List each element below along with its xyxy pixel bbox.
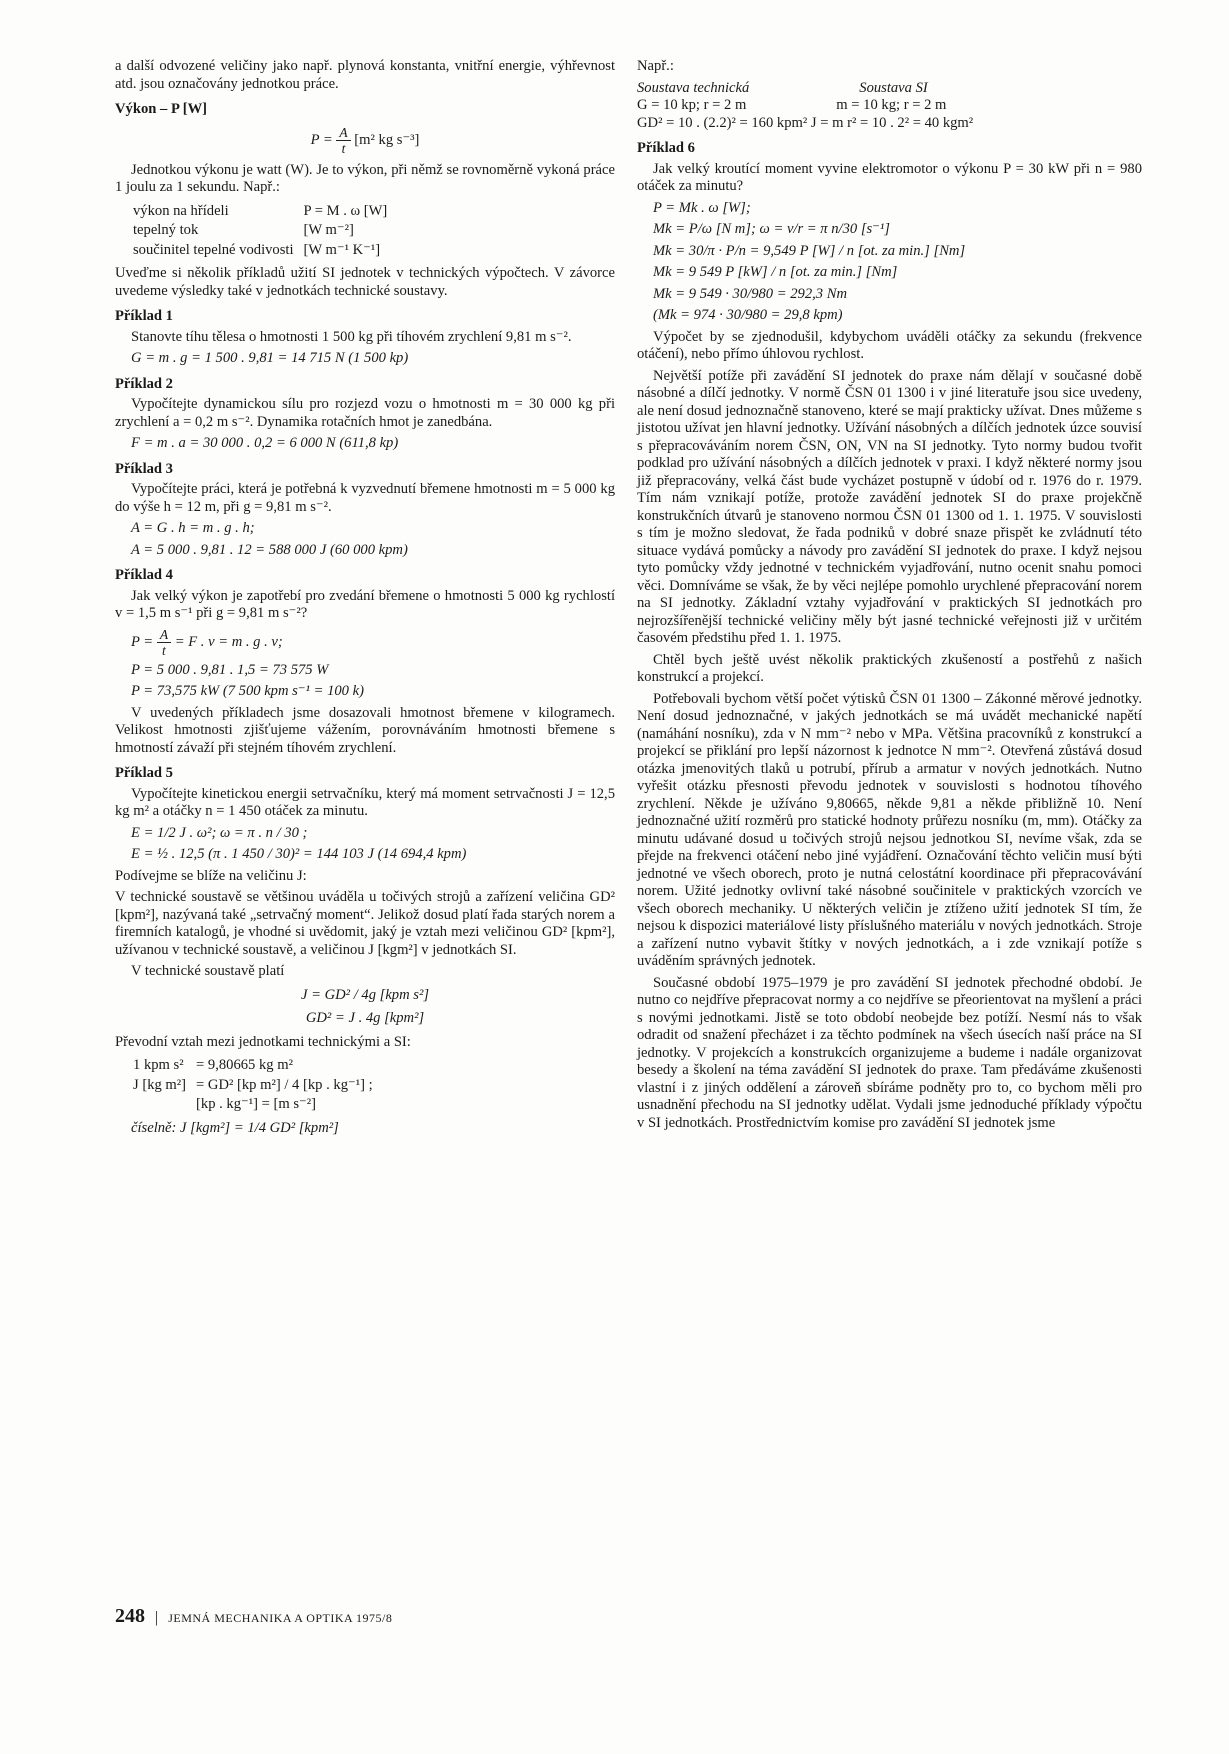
equation: GD² = J . 4g [kpm²]	[305, 1010, 425, 1026]
equation: A = G . h = m . g . h;	[131, 520, 255, 536]
paragraph: Podívejme se blíže na veličinu J:	[115, 867, 307, 884]
equation: F = m . a = 30 000 . 0,2 = 6 000 N (611,8 kp)	[131, 435, 399, 451]
paragraph: Vypočítejte kinetickou energii setrvačníku, který má moment setrvačnosti J = 12,5 kg m² a otáčky n = 1 450 otáček za minutu.	[115, 785, 615, 819]
right-column	[637, 58, 1142, 1136]
paragraph: Jak velký výkon je zapotřebí pro zvedání břemene o hmotnosti 5 000 kg rychlostí v = 1,5 m s⁻¹ při g = 9,81 m s⁻²?	[115, 587, 615, 621]
paragraph: Převodní vztah mezi jednotkami technickými a SI:	[115, 1033, 411, 1050]
paragraph: Jak velký kroutící moment vyvine elektromotor o výkonu P = 30 kW při n = 980 otáček za minutu?	[637, 160, 1142, 194]
paragraph: a další odvozené veličiny jako např. plynová konstanta, vnitřní energie, výhřevnost atd. jsou označovány jednotkou práce.	[115, 58, 615, 92]
example-heading: Příklad 2	[115, 375, 173, 392]
conversion-table: 1 kpm s² = 9,80665 kg m² J [kg m²] = GD² [kp m²] / 4 [kp . kg⁻¹] ; [kp . kg⁻¹] = [m s⁻²]	[133, 1057, 373, 1112]
equation: Mk = 9 549 P [kW] / n [ot. za min.] [Nm]	[653, 264, 898, 280]
equation: P = 5 000 . 9,81 . 1,5 = 73 575 W	[131, 661, 329, 678]
paragraph: V technické soustavě platí	[131, 963, 285, 979]
example-heading: Příklad 5	[115, 765, 173, 781]
paragraph: Vypočítejte práci, která je potřebná k vyzvednutí břemene hmotnosti m = 5 000 kg do výše h = 12 m, při g = 9,81 m s⁻².	[115, 481, 615, 515]
section-heading: Výkon – P [W]	[115, 101, 208, 117]
equation: GD² = 10 . (2.2)² = 160 kpm² J = m r² = 10 . 2² = 40 kgm²	[637, 114, 974, 131]
unit-table: výkon na hřídeli P = M . ω [W] tepelný tok [W m⁻²] součinitel tepelné vodivosti [W m⁻¹ K⁻¹]	[133, 202, 388, 258]
equation: A = 5 000 . 9,81 . 12 = 588 000 J (60 000 kpm)	[131, 541, 408, 558]
footer-separator: |	[155, 1609, 159, 1626]
paragraph: Potřebovali bychom větší počet výtisků ČSN 01 1300 – Zákonné měrové jednotky. Není dosud jednoznačné, v jakých jednotkách se má uvádět mechanické napětí (namáhání nosníku), zda v N mm⁻² nebo v MPa. Většina pracovníků z konstrukcí a projekcí se přiklání pro lepší názornost k jednotce N mm⁻². Otevřená zůstává dosud otázka jmenovitých tlaků u potrubí, přírub a armatur v nových jednotkách. Nutno vyřešit otázku přesnosti převodu jednotek v souvislosti s hodnotou tíhového zrychlení. Někde je užíváno 9,80665, někde 9,81 a někde přibližně 10. Není jednoznačné užití rozměrů pro statické hodnoty průřezu nosníku (m, mm). Otáčky za minutu udávané dosud u točivých strojů nejsou jednotkou SI, nevíme však, zda se přejde na frekvenci otáčení nebo jiné vyjádření. Označování těchto veličin musí býti jednotné ve všech oborech, proto je nutná celostátní koordinace při přepracovávání norem. Užité jednotky ovlivní také násobné součinitele v praktických vzorcích ve všech oborech mechaniky. U některých veličin je ztíženo užití jednotek SI tím, že nejsou k dispozici materiálové listy příslušného materiálu v nových jednotkách. Stroje a zařízení nutno vybavit štítky v nových jednotkách, a i zde vznikají potíže s uváděním správných jednotek.	[637, 690, 1142, 969]
paragraph: Jednotkou výkonu je watt (W). Je to výkon, při němž se rovnoměrně vykoná práce 1 joulu za 1 sekundu. Např.:	[115, 161, 615, 195]
example-heading: Příklad 3	[115, 460, 173, 477]
paragraph: Např.:	[637, 58, 674, 74]
equation: P = 73,575 kW (7 500 kpm s⁻¹ = 100 k)	[131, 683, 364, 699]
equation: Mk = 9 549 · 30/980 = 292,3 Nm	[653, 285, 848, 302]
system-headers: Soustava technická Soustava SI	[637, 79, 928, 96]
example-heading: Příklad 4	[115, 567, 173, 583]
paragraph: Výpočet by se zjednodušil, kdybychom uváděli otáčky za sekundu (frekvence otáčení), nebo přímo úhlovou rychlost.	[637, 328, 1142, 362]
equation: Mk = P/ω [N m]; ω = v/r = π n/30 [s⁻¹]	[653, 221, 890, 237]
page-number: 248	[115, 1605, 145, 1627]
paragraph: V technické soustavě se většinou uváděla u točivých strojů a zařízení veličina GD² [kpm²], nazývaná také „setrvačný moment“. Jelikož dosud platí řada starých norem a firemních katalogů, je vhodné si uvědomit, jaký je vztah mezi veličinou GD² [kpm²], užívanou v technické soustavě, a veličinou J [kgm²] v jednotkách SI.	[115, 889, 615, 958]
equation: (Mk = 974 · 30/980 = 29,8 kpm)	[653, 307, 843, 323]
paragraph: Uveďme si několik příkladů užití SI jednotek v technických výpočtech. V závorce uvedeme výsledky také v jednotkách technické soustavy.	[115, 265, 615, 299]
paragraph: Vypočítejte dynamickou sílu pro rozjezd vozu o hmotnosti m = 30 000 kg při zrychlení a = 0,2 m s⁻². Dynamika rotačních hmot je zanedbána.	[115, 396, 615, 430]
equation: P = $\frac{A}{t}$ = F . v = m . g . v;	[131, 626, 283, 658]
equation: Mk = 30/π · P/n = 9,549 P [W] / n [ot. za min.] [Nm]	[653, 242, 966, 259]
paragraph: V uvedených příkladech jsme dosazovali hmotnost břemene v kilogramech. Velikost hmotnosti zjišťujeme vážením, porovnáváním hmotnosti břemene s hmotností závaží při stejném tíhovém zrychlení.	[115, 704, 615, 756]
paragraph: Stanovte tíhu tělesa o hmotnosti 1 500 kg při tíhovém zrychlení 9,81 m s⁻².	[131, 328, 572, 345]
paragraph: Současné období 1975–1979 je pro zavádění SI jednotek přechodné období. Je nutno co nejdříve přepracovat normy a co nejdříve se přeorientovat na myšlení a práci s novými jednotkami. Jistě se toto období neobejde bez potíží. Nesmí nás to však odradit od snažení přecházet i za těchto podmínek na všech úsecích naší práce na SI jednotky. V projekcích a konstrukcích organizujeme a budeme i nadále organizovat besedy a školení na téma zavádění SI jednotek do praxe. Tam předáváme zkušenosti vlastní i z jiných oddělení a zároveň sbíráme podněty pro to, co bychom měli pro usnadnění přechodu na SI jednotky udělat. Vydali jsme jednoduché příklady výpočtu v SI jednotkách. Prostřednictvím komise pro zavádění SI jednotek jsme	[637, 974, 1142, 1131]
equation: číselně: J [kgm²] = 1/4 GD² [kpm²]	[131, 1119, 339, 1136]
equation: G = 10 kp; r = 2 m m = 10 kg; r = 2 m	[637, 97, 947, 113]
page-footer	[115, 1605, 392, 1628]
equation: J = GD² / 4g [kpm s²]	[300, 986, 430, 1003]
paragraph: Chtěl bych ještě uvést několik praktických zkušeností a postřehů z našich konstrukcí a projekcí.	[637, 651, 1142, 685]
equation: G = m . g = 1 500 . 9,81 = 14 715 N (1 500 kp)	[131, 350, 409, 366]
equation: E = ½ . 12,5 (π . 1 450 / 30)² = 144 103 J (14 694,4 kpm)	[131, 846, 467, 862]
example-heading: Příklad 6	[637, 140, 695, 156]
journal-name: JEMNÁ MECHANIKA A OPTIKA 1975/8	[168, 1611, 393, 1625]
equation: P = $\frac{A}{t}$ [m² kg s⁻³]	[310, 124, 420, 156]
example-heading: Příklad 1	[115, 308, 173, 324]
paragraph: Největší potíže při zavádění SI jednotek do praxe nám dělají v současné době násobné a dílčí jednotky. V normě ČSN 01 1300 i v jiné literatuře jsou sice uvedeny, ale není dosud jednoznačně stanoveno, které se mají prakticky užívat. Dnes můžeme s jistotou užívat jen hlavní jednotky. Užívání násobných a dílčích jednotek úzce souvisí s přepracováváním norem ČSN, ON, VN na SI jednotky. Tyto normy budou tvořit podklad pro užívání násobných a dílčích jednotek v praxi. I když některé normy jsou již přepracovány, velká část bude vycházet postupně v údobí od r. 1976 do r. 1979. Tím nám vznikají potíže, protože zavádění jednotek SI do praxe projekčně konstrukčních útvarů je stanoveno normou ČSN 01 1300 od 1. 1. 1975. V souvislosti s tím je možno sledovat, že řada podniků v dobré snaze přispět ke zvládnutí této situace vydává pomůcky a návody pro zavádění SI jednotek do praxe. I když nejsou tyto pomůcky vždy jednotné v technickém vyjadřování, nutno ocenit snahu pomoci věci. Domníváme se však, že by věci nejlépe pomohlo urychlené přepracování norem na SI jednotky. Základní vztahy vyjadřování v praktických SI jednotkách pro nejrozšířenější technické veličiny měly být jasné technické veřejnosti již v určitém časovém předstihu před 1. 1. 1975.	[637, 367, 1142, 646]
left-column	[115, 58, 615, 1141]
equation: P = Mk . ω [W];	[653, 199, 751, 216]
equation: E = 1/2 J . ω²; ω = π . n / 30 ;	[131, 824, 308, 841]
